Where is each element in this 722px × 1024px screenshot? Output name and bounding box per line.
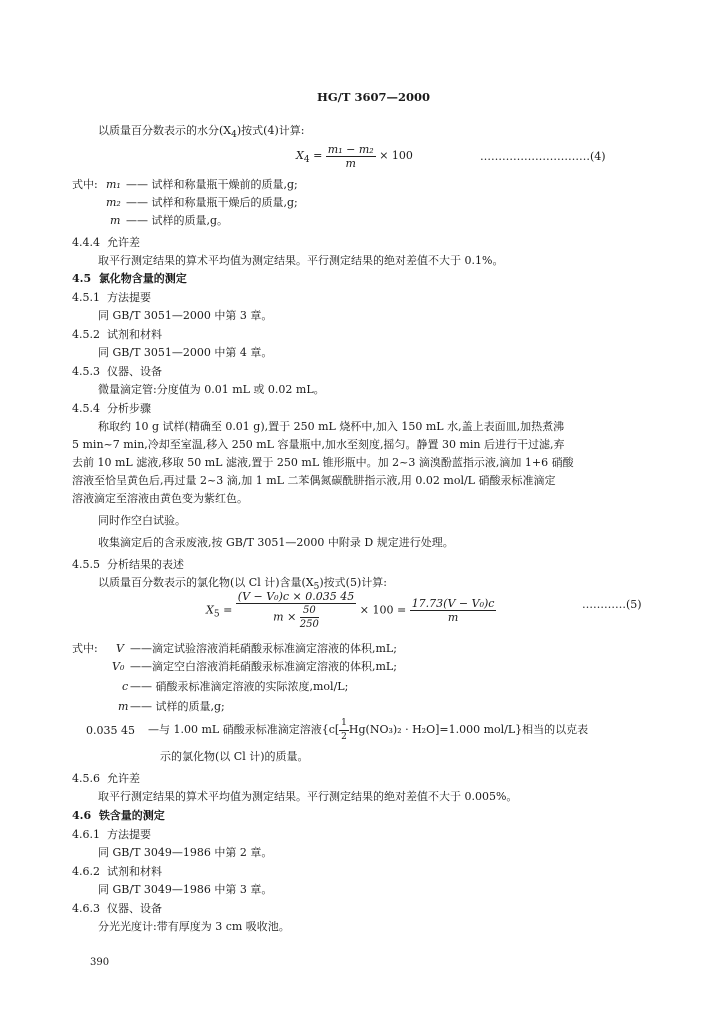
where-symbol: V — [116, 642, 124, 655]
where-symbol: m₂ — [106, 196, 121, 209]
formula-4-intro: 以质量百分数表示的水分$(X_4)$按式(4)计算: — [98, 124, 305, 141]
procedure-line: 溶液滴定至溶液由黄色变为紫红色。 — [72, 492, 248, 505]
section-4-6-3-text: 分光光度计:带有厚度为 3 cm 吸收池。 — [98, 920, 290, 933]
section-4-5-6-heading: 4.5.6 允许差 — [72, 772, 140, 785]
section-4-5-5-heading: 4.5.5 分析结果的表述 — [72, 558, 184, 571]
formula-5-number: …………(5) — [582, 598, 642, 611]
where-symbol: m — [118, 700, 129, 713]
where-symbol: m — [110, 214, 121, 227]
where-symbol: c — [122, 680, 129, 693]
where-definition: —— 硝酸汞标准滴定溶液的实际浓度,mol/L; — [130, 680, 349, 693]
where-definition: ——滴定试验溶液消耗硝酸汞标准滴定溶液的体积,mL; — [130, 642, 397, 655]
page-number: 390 — [90, 957, 110, 968]
procedure-line: 同时作空白试验。 — [98, 514, 186, 527]
formula-5: $X_5$ = (V − V₀)c × 0.035 45 m × $\frac{50}{250}$ × 100 = $\frac{\text{17.73(V − V₀)c}}{m}$ — [206, 590, 495, 630]
section-4-5-3-text: 微量滴定管:分度值为 0.01 mL 或 0.02 mL。 — [98, 383, 325, 396]
section-4-6-heading: 4.6 铁含量的测定 — [72, 809, 165, 822]
section-4-5-2-text: 同 GB/T 3051—2000 中第 4 章。 — [98, 346, 273, 359]
where-label: 式中: — [72, 642, 98, 655]
where-label: 式中: — [72, 178, 98, 191]
section-4-5-2-heading: 4.5.2 试剂和材料 — [72, 328, 162, 341]
section-4-6-2-heading: 4.6.2 试剂和材料 — [72, 865, 162, 878]
where-definition: —— 试样和称量瓶干燥前的质量,g; — [126, 178, 298, 191]
procedure-line: 溶液至恰呈黄色后,再过量 2~3 滴,加 1 mL 二苯偶氮碳酰肼指示液,用 0.02 mol/L 硝酸汞标准滴定 — [72, 474, 556, 487]
where-symbol: 0.035 45 — [86, 724, 135, 737]
formula-4: $X_4$ = $\frac{\text{m₁ − m₂}}{m}$ × 100 — [296, 142, 413, 170]
procedure-line: 收集滴定后的含汞废液,按 GB/T 3051—2000 中附录 D 规定进行处理。 — [98, 536, 454, 549]
where-definition: —— 试样和称量瓶干燥后的质量,g; — [126, 196, 298, 209]
section-4-5-1-heading: 4.5.1 方法提要 — [72, 291, 151, 304]
formula-4-number: …………………………(4) — [480, 150, 606, 163]
section-4-5-6-text: 取平行测定结果的算术平均值为测定结果。平行测定结果的绝对差值不大于 0.005%。 — [98, 790, 518, 803]
section-4-5-4-heading: 4.5.4 分析步骤 — [72, 402, 151, 415]
procedure-line: 称取约 10 g 试样(精确至 0.01 g),置于 250 mL 烧杯中,加入 150 mL 水,盖上表面皿,加热煮沸 — [98, 420, 565, 433]
where-definition: —— 试样的质量,g; — [130, 700, 225, 713]
where-definition: ——滴定空白溶液消耗硝酸汞标准滴定溶液的体积,mL; — [130, 660, 397, 673]
section-4-4-4-text: 取平行测定结果的算术平均值为测定结果。平行测定结果的绝对差值不大于 0.1%。 — [98, 254, 504, 267]
formula-4-fraction: $\frac{\text{m₁ − m₂}}{m}$ — [327, 142, 374, 170]
where-symbol: V₀ — [112, 660, 125, 673]
section-4-6-1-heading: 4.6.1 方法提要 — [72, 828, 151, 841]
where-definition: —— 试样的质量,g。 — [126, 214, 229, 227]
where-symbol: m₁ — [106, 178, 121, 191]
formula-5-fraction-1: (V − V₀)c × 0.035 45 m × $\frac{50}{250}$ — [237, 590, 355, 630]
procedure-line: 5 min~7 min,冷却至室温,移入 250 mL 容量瓶中,加水至刻度,摇匀。静置 30 min 后进行干过滤,弃 — [72, 438, 565, 451]
section-4-6-2-text: 同 GB/T 3049—1986 中第 3 章。 — [98, 883, 273, 896]
section-4-4-4-heading: 4.4.4 允许差 — [72, 236, 140, 249]
where-definition: —与 1.00 mL 硝酸汞标准滴定溶液{c[ $\frac{1}{2}$ Hg(NO₃)₂ · H₂O]=1.000 mol/L}相当的以克表 — [148, 717, 589, 742]
formula-5-intro: 以质量百分数表示的氯化物(以 Cl 计)含量$(X_5)$按式(5)计算: — [98, 576, 387, 593]
running-header: HG/T 3607—2000 — [317, 90, 430, 104]
formula-5-fraction-2: $\frac{\text{17.73(V − V₀)c}}{m}$ — [411, 597, 495, 624]
where-definition-cont: 示的氯化物(以 Cl 计)的质量。 — [160, 750, 309, 763]
section-4-6-1-text: 同 GB/T 3049—1986 中第 2 章。 — [98, 846, 273, 859]
section-4-5-1-text: 同 GB/T 3051—2000 中第 3 章。 — [98, 309, 273, 322]
section-4-6-3-heading: 4.6.3 仪器、设备 — [72, 902, 162, 915]
section-4-5-heading: 4.5 氯化物含量的测定 — [72, 272, 187, 285]
procedure-line: 去前 10 mL 滤液,移取 50 mL 滤液,置于 250 mL 锥形瓶中。加 2~3 滴溴酚蓝指示液,滴加 1+6 硝酸 — [72, 456, 574, 469]
section-4-5-3-heading: 4.5.3 仪器、设备 — [72, 365, 162, 378]
